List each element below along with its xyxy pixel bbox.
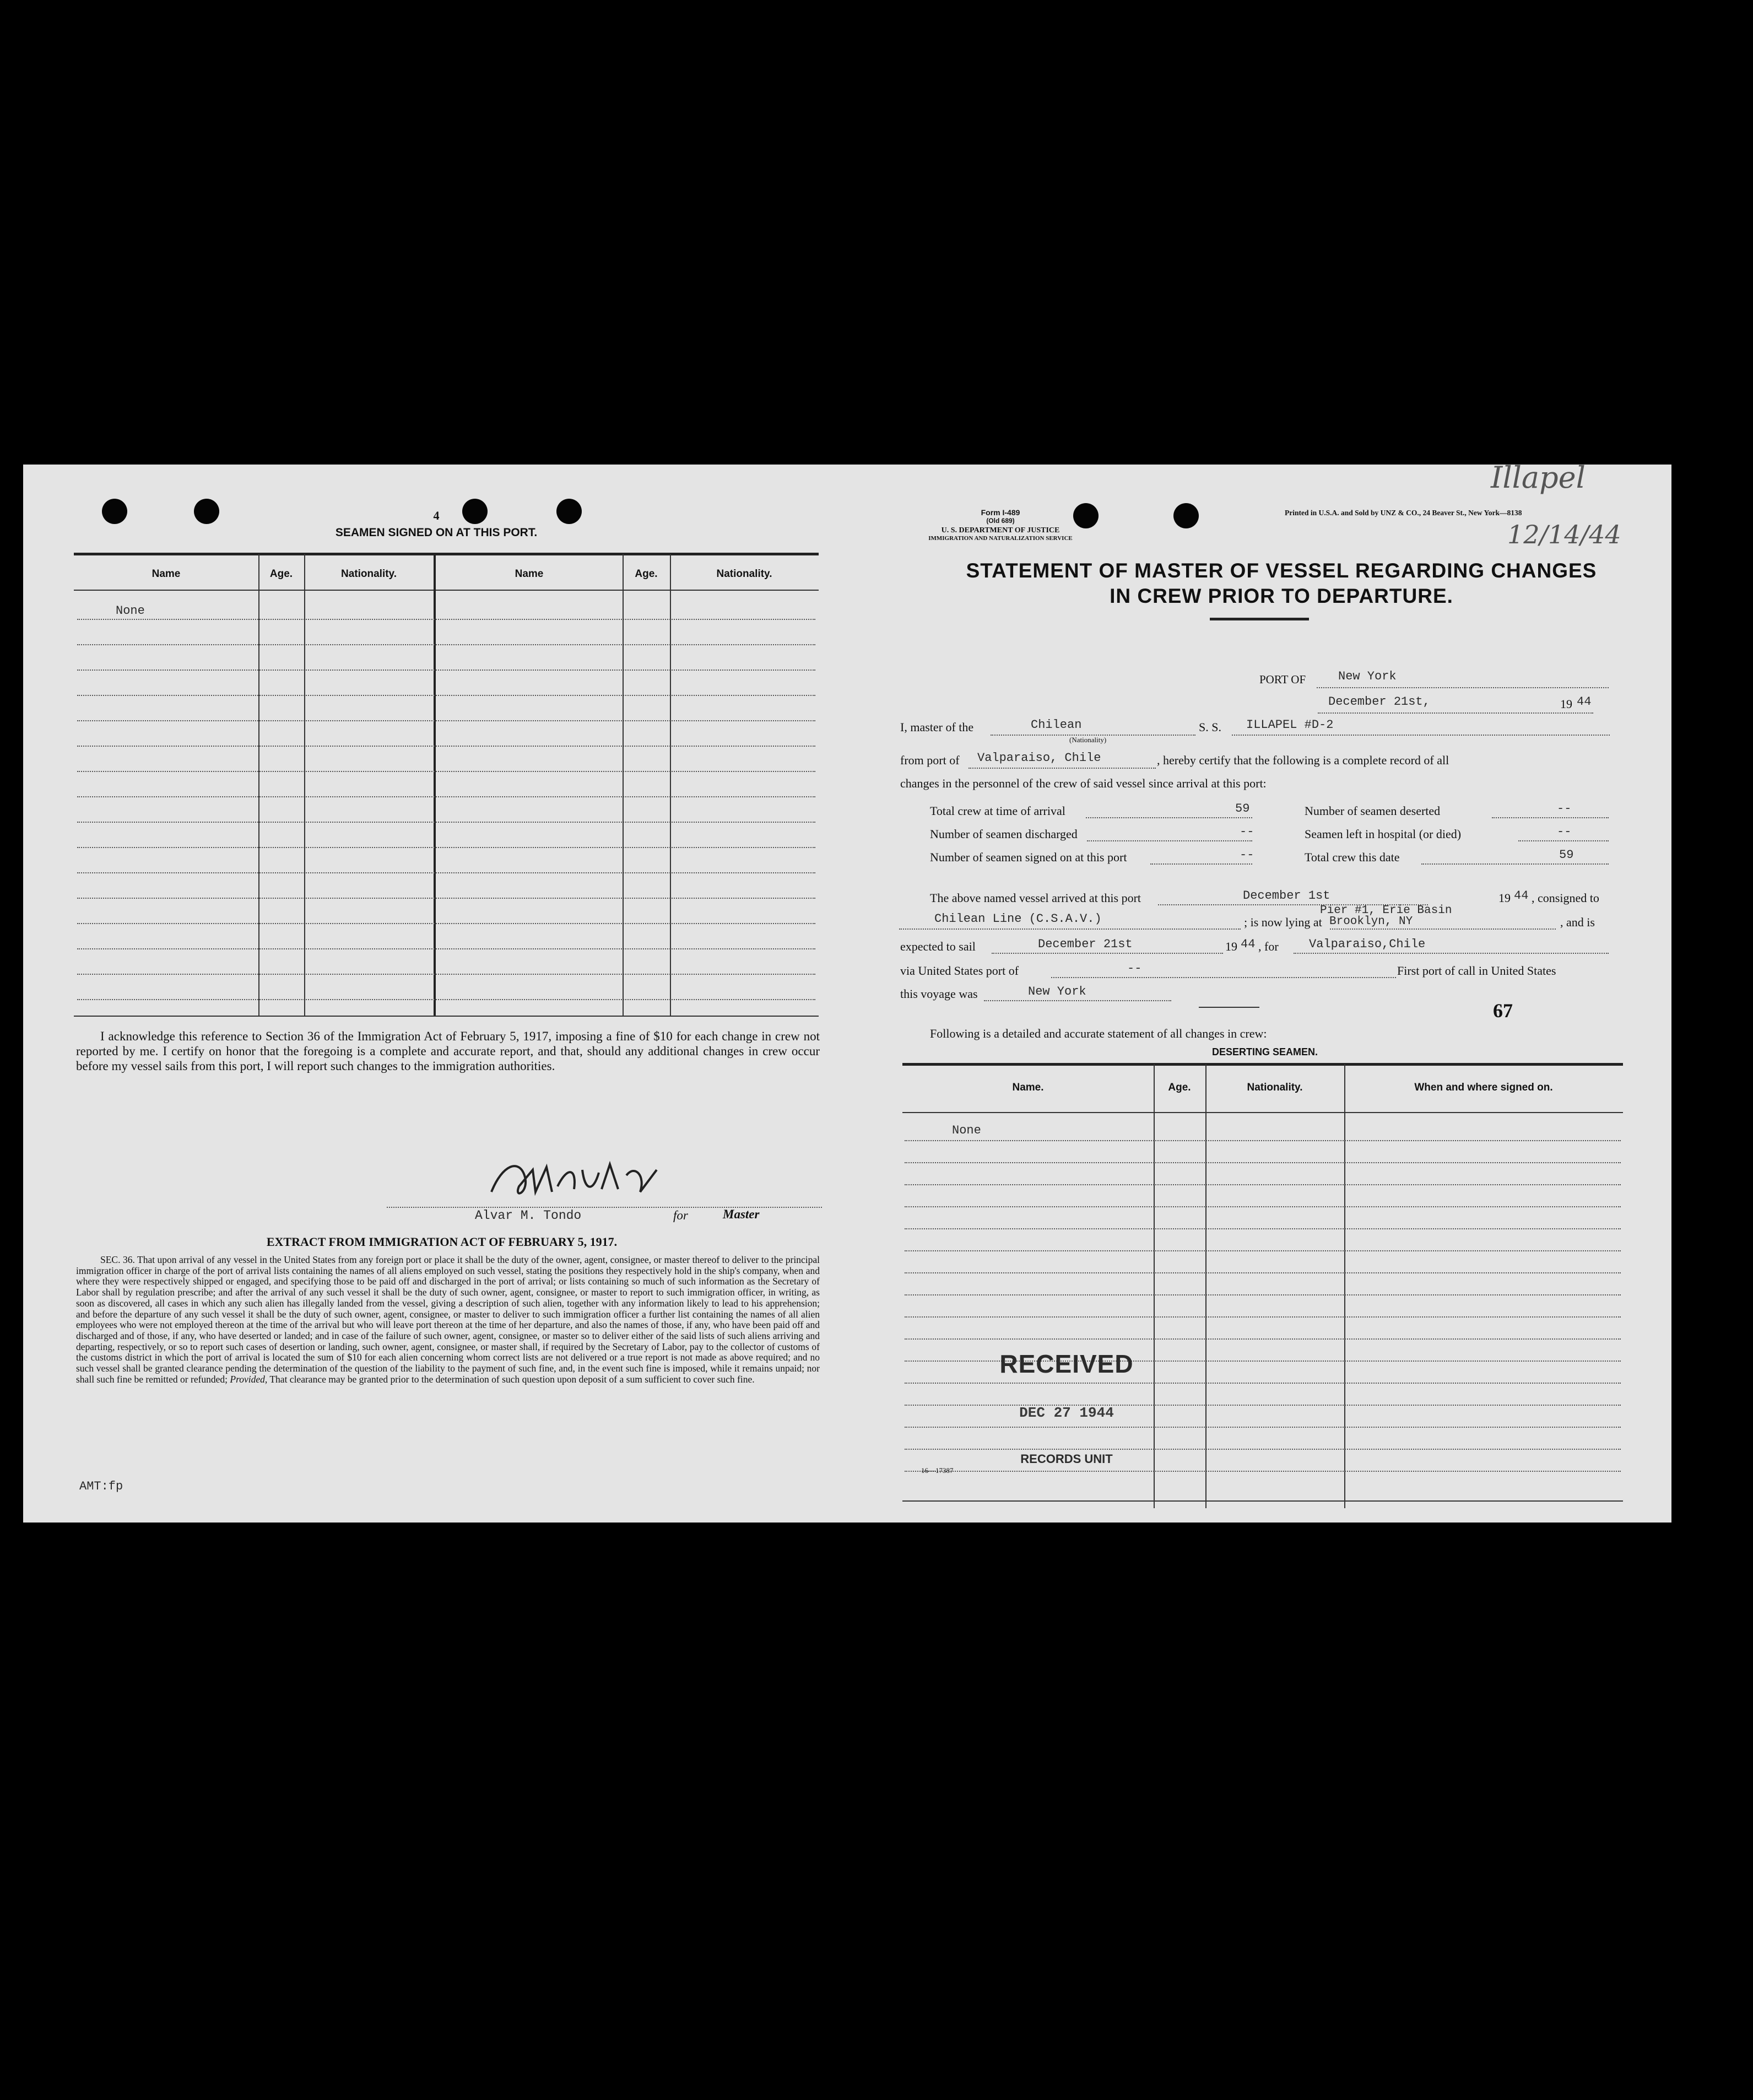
table-row [77, 898, 815, 899]
column-header-age: Age. [1168, 1082, 1191, 1093]
title-line-1: STATEMENT OF MASTER OF VESSEL REGARDING CHANGES [966, 559, 1597, 582]
arrived-year-value: 44 [1514, 889, 1529, 903]
date-value: December 21st, [1328, 695, 1430, 709]
stat-line [1492, 817, 1609, 818]
table-row [905, 1338, 1621, 1340]
from-port-value: Valparaiso, Chile [977, 751, 1101, 765]
printer-notice: Printed in U.S.A. and Sold by UNZ & CO., 24 Beaver St., New York—8138 [1285, 509, 1522, 517]
table-row [905, 1471, 1621, 1472]
section-label: SEC. 36. [100, 1254, 135, 1265]
year-prefix: 19 [1560, 697, 1572, 711]
ss-label: S. S. [1199, 720, 1221, 734]
table-row [77, 847, 815, 848]
stat-value: -- [1240, 848, 1254, 862]
table-row [905, 1427, 1621, 1428]
stat-line [1087, 840, 1252, 841]
table-row [77, 619, 815, 620]
from-port-label: from port of [900, 753, 960, 767]
table-row [905, 1294, 1621, 1295]
department-block [912, 526, 1089, 543]
extract-provided: Provided, [230, 1373, 268, 1385]
punch-hole [194, 499, 219, 524]
table-row [77, 974, 815, 975]
acknowledgement-text: I acknowledge this reference to Section 36 of the Immigration Act of February 5, 1917, imposing a fine of $10 for each change in crew not reported by me. I certify on honor that the foregoing is a complete and accurate report, and that, should any additional changes in crew occur before my vessel sails from this port, I will report such changes to the immigration authorities. [76, 1029, 820, 1073]
table-row [77, 695, 815, 696]
page-title [890, 558, 1673, 609]
column-header-name: Name [152, 568, 181, 580]
stat-value: 59 [1559, 848, 1574, 862]
column-divider [623, 554, 624, 1016]
pier-value: Pier #1, Erie Basin [1320, 904, 1452, 917]
table-top-rule [74, 553, 819, 555]
table-row [77, 923, 815, 924]
title-line-2: IN CREW PRIOR TO DEPARTURE. [1110, 585, 1453, 607]
stamp-unit: RECORDS UNIT [1020, 1452, 1113, 1466]
column-divider [1344, 1064, 1345, 1508]
stamp-received: RECEIVED [999, 1349, 1134, 1378]
title-underline [1210, 618, 1309, 620]
nationality-value: Chilean [1031, 718, 1082, 732]
department: U. S. DEPARTMENT OF JUSTICE [941, 526, 1060, 535]
table-row [77, 746, 815, 747]
stamp-date: DEC 27 1944 [1019, 1405, 1114, 1421]
column-divider [304, 554, 305, 1016]
service: IMMIGRATION AND NATURALIZATION SERVICE [928, 535, 1073, 542]
footer-code: 16—17387 [921, 1466, 954, 1475]
arrived-year-prefix: 19 [1498, 891, 1511, 905]
column-divider [1205, 1064, 1206, 1508]
expected-label: expected to sail [900, 940, 976, 953]
table-row [77, 822, 815, 823]
first-entry: None [116, 604, 145, 618]
table-row [77, 644, 815, 645]
year-value: 44 [1577, 695, 1592, 709]
location-line [1330, 928, 1556, 930]
port-label: PORT OF [1259, 673, 1306, 686]
table-row [77, 720, 815, 721]
table-row [905, 1228, 1621, 1229]
stat-value: -- [1557, 802, 1572, 816]
column-header-age: Age. [635, 568, 658, 580]
table-bottom-rule [902, 1500, 1623, 1502]
extract-tail: That clearance may be granted prior to the determination of such question upon deposit of a sum sufficient to cover such fine. [269, 1373, 755, 1385]
arrived-label: The above named vessel arrived at this port [930, 891, 1141, 905]
location-value: Brooklyn, NY [1329, 915, 1413, 928]
vessel-line [1232, 735, 1610, 736]
table-row [905, 1162, 1621, 1163]
first-port-label: First port of call in United States [1397, 964, 1556, 978]
punch-hole [1173, 503, 1199, 528]
column-header-nationality: Nationality. [1247, 1082, 1303, 1093]
form-number: Form I-489 [981, 508, 1020, 517]
stat-line [1150, 863, 1252, 865]
column-divider [434, 554, 436, 1016]
port-line [1317, 687, 1609, 688]
first-port-line [984, 1000, 1171, 1001]
column-divider [258, 554, 259, 1016]
column-divider [1154, 1064, 1155, 1508]
stat-value: -- [1557, 825, 1572, 839]
table-row [905, 1184, 1621, 1185]
table-row [905, 1316, 1621, 1318]
nationality-label: (Nationality) [1069, 736, 1107, 744]
destination-line [1294, 953, 1609, 954]
via-line [1051, 977, 1396, 978]
column-header-nationality: Nationality. [716, 568, 772, 580]
column-header-age: Age. [269, 568, 293, 580]
punch-hole [462, 499, 488, 524]
arrived-value: December 1st [1243, 889, 1330, 903]
stat-label: Total crew at time of arrival [930, 804, 1065, 818]
for-label: , for [1258, 940, 1279, 953]
column-header-when-where: When and where signed on. [1414, 1082, 1553, 1093]
expected-year-value: 44 [1241, 937, 1256, 951]
punch-hole [102, 499, 127, 524]
section-title: SEAMEN SIGNED ON AT THIS PORT. [335, 526, 538, 539]
extract-title: EXTRACT FROM IMMIGRATION ACT OF FEBRUARY 5, 1917. [266, 1235, 618, 1249]
left-page [23, 465, 848, 1523]
short-rule [1199, 1007, 1259, 1008]
handwritten-name: Illapel [1491, 460, 1586, 495]
table-row [905, 1250, 1621, 1251]
deserting-title: DESERTING SEAMEN. [1211, 1046, 1318, 1057]
signer-role: Master [723, 1207, 760, 1221]
stat-label: Number of seamen signed on at this port [930, 850, 1127, 864]
stamp-number: 67 [1493, 1000, 1513, 1022]
lying-label: ; is now lying at [1244, 915, 1322, 929]
punch-hole [556, 499, 582, 524]
table-bottom-rule [74, 1016, 819, 1017]
page-number: 4 [433, 509, 440, 522]
expected-year-prefix: 19 [1225, 940, 1237, 953]
table-row [905, 1140, 1621, 1141]
this-voyage-label: this voyage was [900, 987, 978, 1001]
via-value: -- [1127, 962, 1142, 975]
stat-line [1086, 817, 1252, 818]
column-header-name: Name [515, 568, 544, 580]
consignee-line [899, 928, 1241, 930]
right-page [846, 460, 1671, 1523]
column-divider [670, 554, 671, 1016]
first-port-value: New York [1028, 985, 1086, 998]
port-value: New York [1338, 670, 1397, 683]
table-row [77, 796, 815, 797]
table-row [77, 948, 815, 949]
consigned-label: , consigned to [1532, 891, 1599, 905]
certify-text: , hereby certify that the following is a complete record of all [1157, 753, 1449, 767]
following-text: Following is a detailed and accurate statement of all changes in crew: [930, 1027, 1267, 1040]
via-label: via United States port of [900, 964, 1019, 978]
changes-text: changes in the personnel of the crew of said vessel since arrival at this port: [900, 776, 1267, 790]
table-row [77, 670, 815, 671]
date-line [1318, 712, 1593, 714]
signer-name: Alvar M. Tondo [475, 1208, 582, 1223]
table-row [77, 999, 815, 1000]
stat-label: Total crew this date [1305, 850, 1400, 864]
destination-value: Valparaiso,Chile [1309, 937, 1426, 951]
signer-for: for [673, 1208, 688, 1222]
table-row [905, 1449, 1621, 1450]
table-row [905, 1206, 1621, 1207]
column-header-nationality: Nationality. [341, 568, 397, 580]
and-is-label: , and is [1560, 915, 1595, 929]
vessel-value: ILLAPEL #D-2 [1246, 718, 1334, 732]
table-header-rule [74, 590, 819, 591]
stat-label: Number of seamen deserted [1305, 804, 1441, 818]
master-of-label: I, master of the [900, 720, 974, 734]
table-row [77, 872, 815, 873]
initials: AMT:fp [79, 1480, 123, 1493]
consignee-value: Chilean Line (C.S.A.V.) [934, 912, 1102, 926]
punch-hole [1073, 503, 1099, 528]
column-header-name: Name. [1012, 1082, 1044, 1093]
expected-line [992, 953, 1223, 954]
table-top-rule [902, 1063, 1623, 1066]
table-row [77, 771, 815, 772]
stat-line [1421, 863, 1609, 865]
form-number-block [951, 509, 1050, 525]
form-old: (Old 689) [986, 517, 1015, 525]
stat-label: Seamen left in hospital (or died) [1305, 827, 1462, 841]
extract-text: That upon arrival of any vessel in the United States from any foreign port or place it shall be the duty of the owner, agent, consignee, or master thereof to deliver to the principal immigration officer in charge of the port of arrival lists containing the names of all aliens employed on such vessel, stating the positions they respectively hold in the ship's company, when and where they were respectively shipped or engaged, and specifying those to be paid off and discharged in the port of arrival; or lists containing so much of such information as the Secretary of Labor shall by regulation prescribe; and after the arrival of any such vessel it shall be the duty of such owner, agent, consignee, or master to report to such immigration officer, in writing, as soon as discovered, all cases in which any such alien has illegally landed from the vessel, giving a description of such alien, together with any information likely to lead to his apprehension; and before the departure of any such vessel it shall be the duty of such owner, agent, consignee, or master to deliver to such immigration officer a further list containing the names of all alien employees who were not employed thereon at the time of the arrival but who will leave port thereon at the time of her departure, and also the names of those, if any, who have been paid off and discharged and of those, if any, who have deserted or landed; and in case of the failure of such owner, agent, consignee, or master so to deliver either of the said lists of such aliens arriving and departing, respectively, or so to report such cases of desertion or landing, such owner, agent, consignee, or master shall, if required by the Secretary of Labor, pay to the collector of customs of the customs district in which the port of arrival is located the sum of $10 for each alien concerning whom correct lists are not delivered or a true report is not made as above required; and no such vessel shall be granted clearance pending the determination of the question of the liability to the payment of such fine, and, in the event such fine is imposed, while it remains unpaid; nor shall such fine be remitted or refunded; [76, 1254, 820, 1385]
table-row [905, 1383, 1621, 1384]
handwritten-number: 12/14/44 [1507, 520, 1621, 549]
stat-value: -- [1240, 825, 1254, 839]
stat-value: 59 [1235, 802, 1250, 816]
extract-body [76, 1255, 820, 1385]
table-row [905, 1272, 1621, 1273]
from-port-line [969, 768, 1156, 769]
signature-scribble [480, 1153, 712, 1206]
expected-value: December 21st [1038, 937, 1133, 951]
first-entry: None [952, 1124, 981, 1137]
stat-line [1518, 840, 1609, 841]
table-header-rule [902, 1112, 1623, 1113]
stat-label: Number of seamen discharged [930, 827, 1078, 841]
